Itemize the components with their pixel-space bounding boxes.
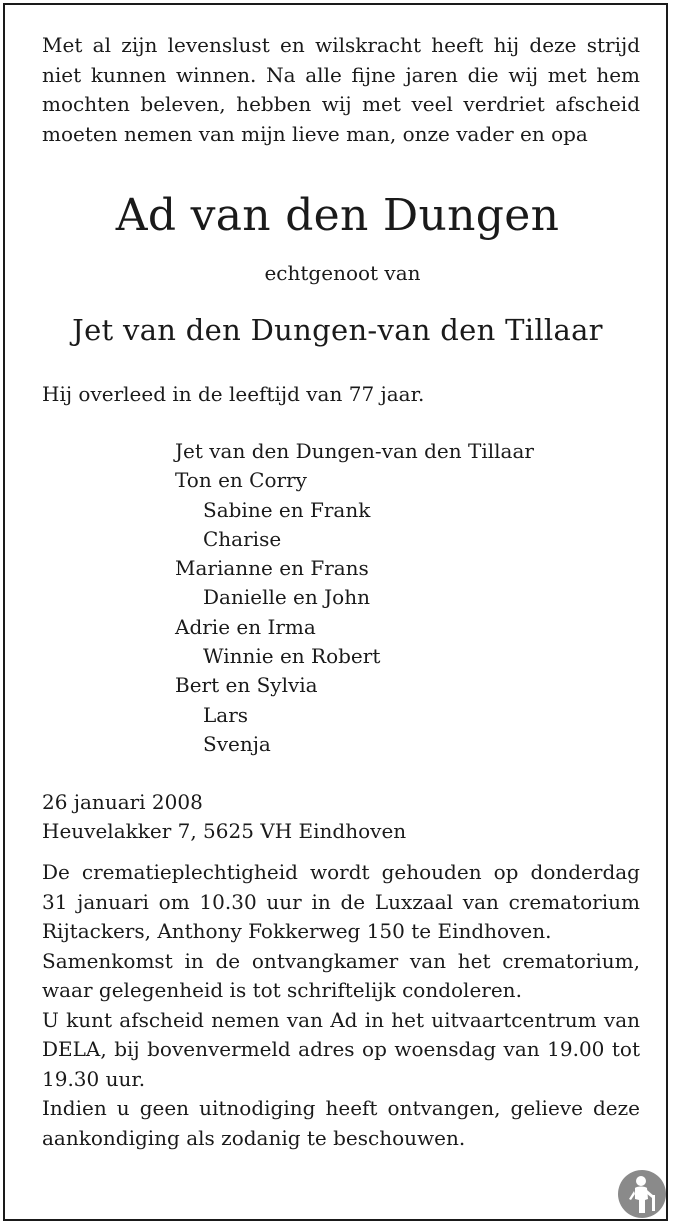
family-member: Marianne en Frans <box>175 556 369 581</box>
family-member: Lars <box>203 702 249 727</box>
family-member: Danielle en John <box>203 585 370 610</box>
memorial-figure-icon <box>617 1169 667 1219</box>
intro-text: Met al zijn levenslust en wilskracht heeft hij deze strijd niet kunnen winnen. Na alle fijne jaren die wij met hem mochten beleven, hebben wij met veel verdriet afscheid moeten nemen van mijn lieve man, onze vader en opa <box>42 33 640 146</box>
family-member: Sabine en Frank <box>203 497 371 522</box>
family-member: Charise <box>203 526 282 551</box>
family-member: Winnie en Robert <box>203 644 381 669</box>
family-member: Svenja <box>203 731 271 756</box>
family-list <box>175 437 534 759</box>
farewell-paragraph: U kunt afscheid nemen van Ad in het uitvaartcentrum van DELA, bij bovenvermeld adres op woensdag van 19.00 tot 19.30 uur. <box>42 1007 640 1091</box>
family-member: Jet van den Dungen-van den Tillaar <box>175 439 534 463</box>
ceremony-paragraph: De crematieplechtigheid wordt gehouden op donderdag 31 januari om 10.30 uur in de Luxzaal van crematorium Rijtackers, Anthony Fokkerweg 150 te Eindhoven. <box>42 860 640 943</box>
address-text: Heuvelakker 7, 5625 VH Eindhoven <box>42 819 407 843</box>
ceremony-info <box>42 858 640 1153</box>
family-member: Bert en Sylvia <box>175 673 318 698</box>
gathering-paragraph: Samenkomst in de ontvangkamer van het crematorium, waar gelegenheid is tot schriftelijk condoleren. <box>42 948 640 1002</box>
relation-text: echtgenoot van <box>264 261 421 285</box>
spouse-name: Jet van den Dungen-van den Tillaar <box>72 313 603 347</box>
notice-paragraph: Indien u geen uitnodiging heeft ontvangen, gelieve deze aankondiging als zodanig te beschouwen. <box>42 1096 640 1150</box>
deceased-name: Ad van den Dungen <box>115 190 560 241</box>
age-statement: Hij overleed in de leeftijd van 77 jaar. <box>42 382 425 406</box>
family-member: Ton en Corry <box>175 468 307 493</box>
family-member: Adrie en Irma <box>175 614 316 639</box>
obituary-card <box>3 3 668 1221</box>
date-text: 26 januari 2008 <box>42 790 203 814</box>
